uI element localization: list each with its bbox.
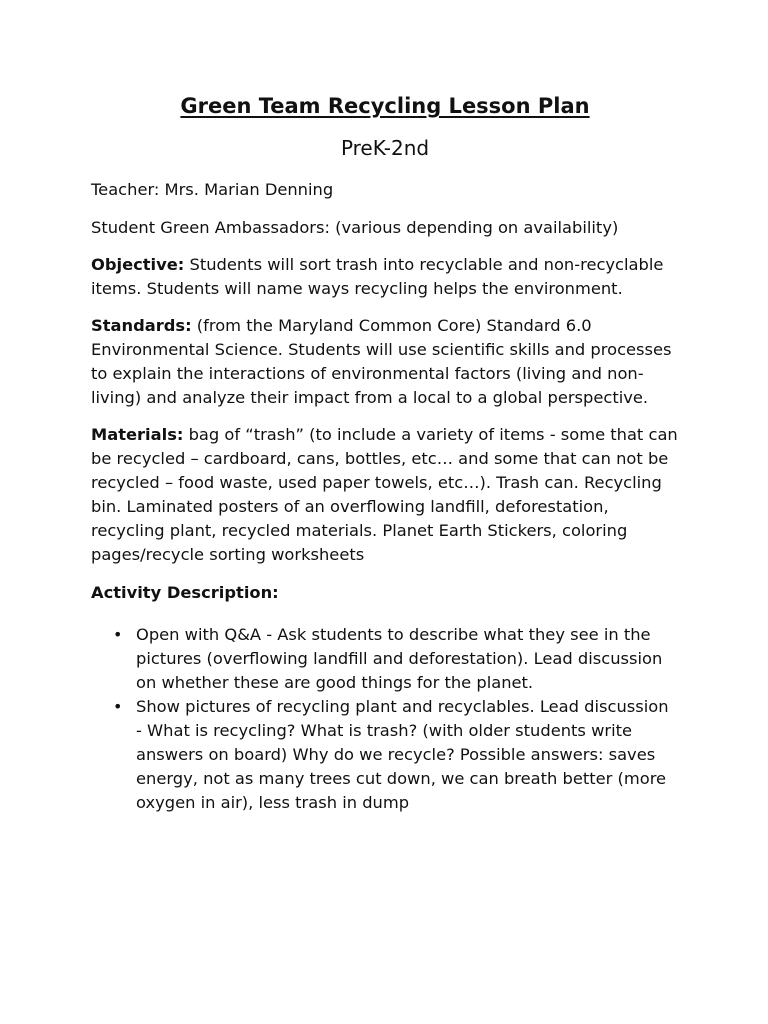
bullet-icon: • bbox=[113, 697, 123, 716]
objective-label: Objective: bbox=[91, 255, 185, 274]
lesson-plan-page bbox=[91, 92, 679, 815]
list-item bbox=[113, 695, 679, 815]
standards-section bbox=[91, 314, 679, 410]
activity-text: Show pictures of recycling plant and recyclables. Lead discussion - What is recycling? What is trash? (with older students write answers on board) Why do we recycle? Possible answers: saves energy, not as many trees cut down, we can breath better (more oxygen in air), less trash in dump bbox=[136, 697, 669, 812]
teacher-line: Teacher: Mrs. Marian Denning bbox=[91, 180, 334, 199]
page-title: Green Team Recycling Lesson Plan bbox=[180, 94, 590, 118]
objective-section bbox=[91, 253, 679, 301]
materials-section bbox=[91, 423, 679, 567]
grade-range: PreK-2nd bbox=[340, 136, 430, 160]
ambassadors-line: Student Green Ambassadors: (various depending on availability) bbox=[91, 218, 619, 237]
activity-heading: Activity Description: bbox=[91, 583, 279, 602]
standards-label: Standards: bbox=[91, 316, 192, 335]
activity-text: Open with Q&A - Ask students to describe what they see in the pictures (overflowing landfill and deforestation). Lead discussion on whether these are good things for the planet. bbox=[136, 625, 663, 692]
objective-text: Students will sort trash into recyclable and non-recyclable items. Students will name ways recycling helps the environment. bbox=[91, 255, 664, 298]
standards-text: (from the Maryland Common Core) Standard 6.0 Environmental Science. Students will use scientific skills and processes to explain the interactions of environmental factors (living and non-living) and analyze their impact from a local to a global perspective. bbox=[91, 316, 672, 407]
activity-list bbox=[91, 623, 679, 815]
bullet-icon: • bbox=[113, 625, 123, 644]
materials-label: Materials: bbox=[91, 425, 184, 444]
materials-text: bag of “trash” (to include a variety of items - some that can be recycled – cardboard, cans, bottles, etc… and some that can not be recycled – food waste, used paper towels, etc…). Trash can. Recycling bin. Laminated posters of an overflowing landfill, deforestation, recycling plant, recycled materials. Planet Earth Stickers, coloring pages/recycle sorting worksheets bbox=[91, 425, 678, 564]
list-item bbox=[113, 623, 679, 695]
